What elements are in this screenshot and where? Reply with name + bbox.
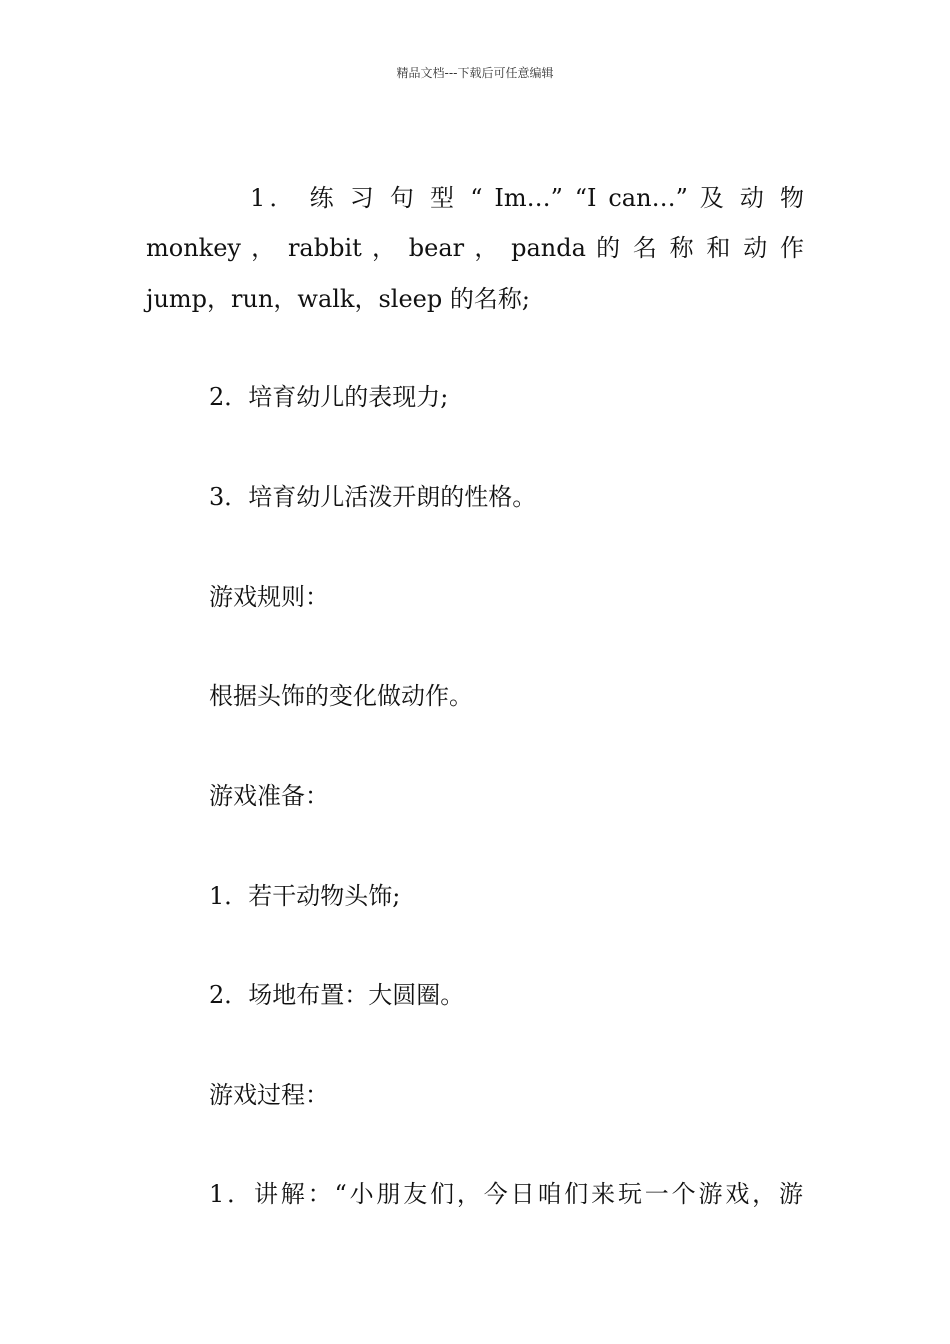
- objective-1-line-1: 1． 练 习 句 型 “ Im…” “I can…” 及 动 物: [250, 184, 804, 212]
- objective-1-line-2: monkey ， rabbit ， bear ， panda 的 名 称 和 动 作: [146, 234, 804, 262]
- page-header: 精品文档---下载后可任意编辑: [396, 66, 554, 80]
- objective-3: 3．培育幼儿活泼开朗的性格。: [209, 483, 537, 511]
- rules-heading: 游戏规则：: [209, 583, 329, 611]
- preparation-item-1: 1．若干动物头饰;: [209, 882, 401, 910]
- preparation-heading: 游戏准备：: [209, 782, 329, 810]
- objective-2: 2．培育幼儿的表现力;: [209, 383, 449, 411]
- objective-1-line-3: jump，run，walk，sleep 的名称;: [146, 285, 530, 313]
- process-item-1: 1．讲解：“小朋友们，今日咱们来玩一个游戏，游: [209, 1180, 803, 1208]
- rules-text: 根据头饰的变化做动作。: [209, 682, 473, 710]
- preparation-item-2: 2．场地布置：大圆圈。: [209, 981, 465, 1009]
- process-heading: 游戏过程：: [209, 1081, 329, 1109]
